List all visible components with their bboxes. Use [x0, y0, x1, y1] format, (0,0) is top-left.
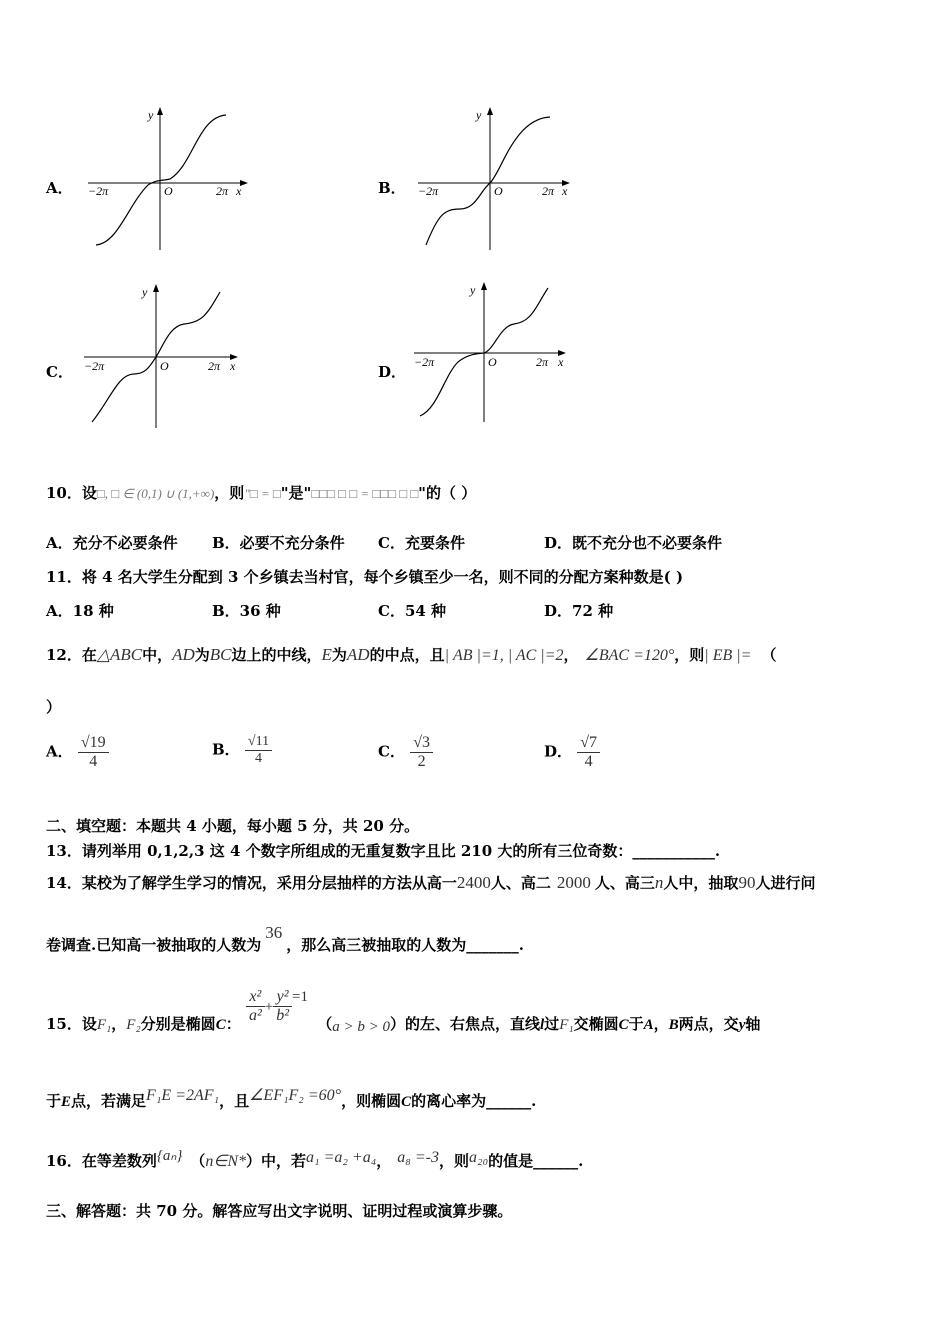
q15-c: C [215, 1016, 226, 1033]
q15-text: ，且 [219, 1092, 250, 1110]
q11-option-c: C．54 种 [378, 602, 447, 620]
question-10 [46, 482, 910, 503]
graph-d [414, 280, 584, 430]
q15-text: 于 [628, 1014, 644, 1033]
numerator: √7 [577, 734, 600, 753]
q14-text: 人、高二 [490, 874, 551, 892]
denominator: 2 [417, 753, 426, 770]
question-16 [46, 1150, 910, 1171]
denominator: b² [276, 1007, 290, 1024]
q12-text: 的中点，且 [369, 646, 445, 664]
graph-c [84, 282, 254, 432]
q14-n2: 2000 [556, 873, 591, 892]
q12-text: 12．在 [46, 646, 97, 664]
q15-a: A [643, 1016, 654, 1033]
q10-option-b: B．必要不充分条件 [212, 534, 345, 552]
pos-tick-label: 2π [208, 359, 221, 373]
q12-text: ， [563, 646, 579, 664]
q12-text: 边上的中线， [231, 646, 322, 664]
q12-bc: BC [209, 645, 232, 664]
x-axis-label: x [562, 184, 568, 198]
denominator: 4 [89, 753, 98, 770]
q12-text: ，则 [674, 646, 705, 664]
numerator: √11 [245, 734, 272, 751]
graph-d-svg [414, 280, 584, 430]
question-11: 11．将 4 名大学生分配到 3 个乡镇去当村官，每个乡镇至少一名，则不同的分配方案种数是( ) [46, 568, 684, 586]
y-axis-arrow [153, 284, 159, 292]
q14-text: 人、高三 [594, 874, 655, 892]
q11-option-b: B．36 种 [212, 602, 281, 620]
y-axis-label: y [142, 285, 148, 299]
q16-text: 16．在等差数列 [46, 1152, 157, 1170]
question-15-cont [46, 1087, 910, 1111]
q11-option-a: A．18 种 [46, 602, 114, 620]
q12-text: （ [761, 646, 777, 664]
q12-option-b-fraction [245, 734, 272, 767]
q10-then: ，则 [214, 484, 245, 502]
graph-b-svg [418, 105, 588, 255]
graph-b [418, 105, 588, 255]
q15-text: 点，若满足 [71, 1092, 147, 1110]
q12-text: 为 [331, 646, 347, 664]
q10-end: "的（ ） [418, 484, 477, 502]
q10-is: "是" [280, 484, 312, 502]
question-13: 13．请列举用 0,1,2,3 这 4 个数字所组成的无重复数字且比 210 大的所有三位奇数：___________. [46, 842, 721, 860]
q16-eq2: a₈ =-3 [397, 1149, 439, 1166]
q16-text: ， [376, 1152, 392, 1170]
q14-text: 14．某校为了解学生学习的情况，采用分层抽样的方法从高一 [46, 874, 457, 892]
x-axis-label: x [230, 359, 236, 373]
origin-label: O [164, 184, 173, 198]
q12-ad: AD [172, 645, 195, 664]
q12-option-a-label: A． [46, 742, 73, 761]
q16-seq: {aₙ} [156, 1148, 183, 1164]
q10-cond1: "□ = □ [244, 486, 281, 501]
neg-tick-label: −2π [84, 359, 105, 373]
q12-option-c [378, 734, 433, 771]
q12-option-d-label: D． [544, 742, 573, 761]
question-12 [46, 644, 910, 665]
q10-prefix: 10．设 [46, 484, 97, 502]
q15-angle: ∠EF₁F₂ =60° [249, 1087, 342, 1104]
question-15 [46, 988, 910, 1048]
q15-vec: F₁E =2AF₁ [146, 1087, 220, 1104]
q14-n3: n [654, 873, 664, 892]
q16-text: ）中，若 [245, 1152, 306, 1170]
origin-label: O [160, 359, 169, 373]
q15-text: 交椭圆 [573, 1014, 619, 1033]
q15-y: y [738, 1016, 746, 1033]
q12-option-c-fraction [410, 734, 433, 771]
denominator: a² [248, 1007, 262, 1024]
q14-n1: 2400 [456, 873, 491, 892]
denominator: 4 [255, 751, 262, 766]
neg-tick-label: −2π [88, 184, 109, 198]
q15-text: 轴 [745, 1014, 761, 1033]
section-3-heading: 三、解答题：共 70 分。解答应写出文字说明、证明过程或演算步骤。 [46, 1202, 513, 1220]
question-12-close: ） [46, 698, 62, 716]
q16-text: 的值是______. [488, 1152, 584, 1170]
curve [426, 117, 550, 245]
numerator: y² [273, 988, 292, 1007]
q12-cond: | AB |=1, | AC |=2 [444, 647, 564, 664]
q16-text: ，则 [438, 1152, 469, 1170]
q16-nn: n∈N* [205, 1153, 246, 1170]
q10-option-a: A．充分不必要条件 [46, 534, 178, 552]
q12-option-b-label: B． [212, 740, 240, 759]
q16-a20: a₂₀ [469, 1149, 489, 1166]
q14-text: ，那么高三被抽取的人数为_______. [286, 936, 524, 954]
q16-text: （ [190, 1152, 206, 1170]
denominator: 4 [584, 753, 593, 770]
q12-option-d-fraction [577, 734, 600, 771]
q12-option-a [46, 734, 109, 771]
q15-text: ， [111, 1014, 127, 1033]
q12-text: 为 [194, 646, 210, 664]
y-axis-label: y [476, 108, 482, 122]
q15-c2: C [618, 1016, 629, 1033]
q15-text: ， [653, 1014, 669, 1033]
pos-tick-label: 2π [216, 184, 229, 198]
q15-f1: F₁ [96, 1016, 112, 1033]
curve [96, 115, 226, 245]
option-c-label: C． [46, 363, 73, 381]
y-axis-label: y [470, 283, 476, 297]
q15-f1b: F₁ [559, 1016, 574, 1033]
q15-text: （ [317, 1014, 333, 1033]
q15-f2: F₂ [126, 1016, 141, 1033]
q14-text: 卷调查.已知高一被抽取的人数为 [46, 936, 262, 954]
q10-set: □, □ ∈ (0,1) ∪ (1,+∞) [96, 486, 215, 501]
q12-option-c-label: C． [378, 742, 405, 761]
y-axis-arrow [487, 107, 493, 115]
q15-cond: a > b > 0 [332, 1018, 390, 1035]
option-d-label: D． [378, 363, 407, 381]
q14-text: 人中，抽取 [663, 874, 739, 892]
x-axis-label: x [558, 355, 564, 369]
graph-a-svg [88, 105, 258, 255]
q14-n4: 90 [738, 873, 756, 892]
q12-eb: | EB |= [704, 647, 752, 664]
q11-option-d: D．72 种 [544, 602, 614, 620]
pos-tick-label: 2π [542, 184, 555, 198]
q10-option-c: C．充要条件 [378, 534, 465, 552]
q15-text: ，则椭圆 [341, 1092, 402, 1110]
q10-cond2: □□□ □ □ = □□□ □ □ [311, 486, 419, 501]
y-axis-arrow [157, 107, 163, 115]
q15-fraction-y [273, 988, 292, 1025]
numerator: √3 [410, 734, 433, 753]
q15-fraction-x [246, 988, 265, 1025]
q12-triangle: △ABC [96, 645, 143, 664]
q12-option-d [544, 734, 600, 771]
q15-text: 过 [544, 1014, 560, 1033]
q12-angle: ∠BAC =120° [584, 647, 675, 664]
q16-eq1: a₁ =a₂ +a₄ [306, 1149, 377, 1166]
y-axis-arrow [481, 282, 487, 290]
neg-tick-label: −2π [414, 355, 435, 369]
origin-label: O [488, 355, 497, 369]
option-a-label: A． [46, 179, 73, 197]
q15-b: B [668, 1016, 679, 1033]
q12-ad2: AD [346, 645, 370, 664]
q12-e: E [321, 645, 332, 664]
q12-text: 中， [142, 646, 173, 664]
question-14-cont [46, 923, 910, 955]
y-axis-label: y [148, 108, 154, 122]
graph-c-svg [84, 282, 254, 432]
section-2-heading: 二、填空题：本题共 4 小题，每小题 5 分，共 20 分。 [46, 817, 420, 835]
q15-eq: =1 [292, 988, 308, 1005]
q15-plus: + [264, 998, 274, 1015]
x-axis-label: x [236, 184, 242, 198]
q12-option-b [212, 734, 272, 767]
neg-tick-label: −2π [418, 184, 439, 198]
question-14 [46, 872, 910, 893]
q15-text: 15．设 [46, 1014, 97, 1033]
graph-a [88, 105, 258, 255]
numerator: √19 [78, 734, 109, 753]
origin-label: O [494, 184, 503, 198]
q12-option-a-fraction [78, 734, 109, 771]
q15-text: 的离心率为______. [411, 1092, 537, 1110]
q15-c3: C [401, 1094, 412, 1110]
q14-text: 人进行问 [755, 874, 816, 892]
q14-n5: 36 [265, 923, 283, 942]
q15-text: ： [225, 1014, 241, 1033]
q15-e: E [61, 1094, 72, 1110]
q15-text: ）的左、右焦点，直线 [389, 1014, 540, 1033]
q15-l: l [540, 1016, 545, 1033]
pos-tick-label: 2π [536, 355, 549, 369]
q15-text: 两点，交 [678, 1014, 739, 1033]
option-b-label: B． [378, 179, 406, 197]
q15-text: 分别是椭圆 [140, 1014, 216, 1033]
q15-text: 于 [46, 1092, 62, 1110]
q10-option-d: D．既不充分也不必要条件 [544, 534, 723, 552]
numerator: x² [246, 988, 265, 1007]
